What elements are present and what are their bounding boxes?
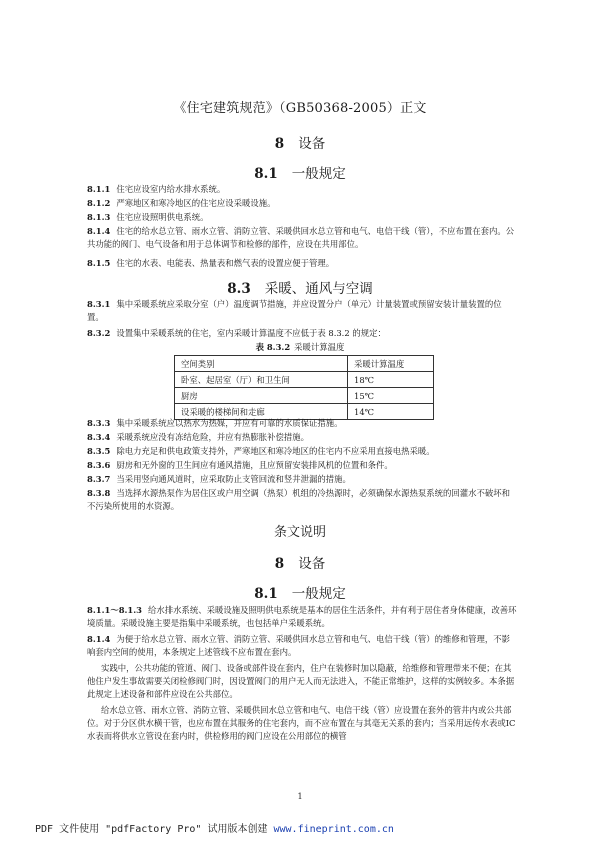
clause-number: 8.1.2 <box>87 198 111 208</box>
clause-number: 8.3.7 <box>87 474 111 484</box>
chapter-title: 设备 <box>298 556 326 572</box>
explanation-section-heading-8-1 <box>0 582 600 602</box>
clause-number: 8.3.4 <box>87 432 111 442</box>
clause-8-3-8 <box>87 487 517 513</box>
table-caption-text: 采暖计算温度 <box>294 342 345 352</box>
heating-temperature-table <box>174 355 434 420</box>
chapter-heading <box>0 132 600 152</box>
section-number: 8.3 <box>227 281 251 297</box>
clause-number: 8.1.5 <box>87 258 111 268</box>
explanation-para-pipes: 给水总立管、雨水立管、消防立管、采暖供回水总立管和电气、电信干线（管）应设置在套外的管井内或公共部位。对于分区供水横干管，也应布置在其服务的住宅套内，而不应布置在与其毫无关系的套内；当采用远传水表或IC水表而将供水立管设在套内时，供检修用的阀门应设在公用部位的横管 <box>87 705 516 741</box>
clause-8-1-5 <box>87 257 517 270</box>
clause-text: 集中采暖系统应以热水为热媒，并应有可靠的水质保证措施。 <box>116 418 343 428</box>
clause-number: 8.1.3 <box>87 212 111 222</box>
explanation-para-8-1-4 <box>87 633 517 659</box>
section-heading-8-1 <box>0 162 600 182</box>
explanation-para-practice: 实践中，公共功能的管道、阀门、设备或部件设在套内，住户在装修时加以隐蔽，给维修和管理带来不便；在其他住户发生事故需要关闭检修阀门时，因设置阀门的用户无人而无法进入，不能正常维护，这样的实例较多。本条据此规定上述设备和部件应设在公共部位。 <box>87 663 515 699</box>
clause-8-3-6 <box>87 459 517 472</box>
clause-8-3-5 <box>87 445 517 458</box>
clause-number: 8.3.5 <box>87 446 111 456</box>
clause-8-3-2 <box>87 327 517 340</box>
table-cell: 厨房 <box>175 388 348 404</box>
clause-text: 住宅的给水总立管、雨水立管、消防立管、采暖供回水总立管和电气、电信干线（管），不应布置在套内。公共功能的阀门、电气设备和用于总体调节和检修的部件，应设在共用部位。 <box>87 226 515 249</box>
section-title: 一般规定 <box>291 166 346 182</box>
explanation-para-8-1-1-3 <box>87 604 517 630</box>
clause-text: 严寒地区和寒冷地区的住宅应设采暖设施。 <box>116 198 276 208</box>
clause-8-3-7 <box>87 473 517 486</box>
explanation-chapter-heading <box>0 552 600 572</box>
table-caption-number: 表 8.3.2 <box>255 342 291 352</box>
clause-number: 8.1.1～8.1.3 <box>87 605 143 615</box>
paragraph-text: 给水排水系统、采暖设施及照明供电系统是基本的居住生活条件，并有利于居住者身体健康，改善环境质量。采暖设施主要是指集中采暖系统，也包括单户采暖系统。 <box>87 605 517 628</box>
clause-text: 当选择水源热泵作为居住区或户用空调（热泵）机组的冷热源时，必须确保水源热泵系统的回灌水不破坏和不污染所使用的水资源。 <box>87 488 510 511</box>
clause-text: 住宅应设室内给水排水系统。 <box>116 184 226 194</box>
clause-number: 8.1.1 <box>87 184 111 194</box>
page-number: 1 <box>297 792 303 801</box>
paragraph-text: 为便于给水总立管、雨水立管、消防立管、采暖供回水总立管和电气、电信干线（管）的维修和管理，不影响套内空间的使用，本条规定上述管线不应布置在套内。 <box>87 634 510 657</box>
chapter-number: 8 <box>274 136 285 152</box>
table-cell: 18℃ <box>348 372 434 388</box>
document-title: 《住宅建筑规范》（GB50368-2005）正文 <box>173 101 427 116</box>
chapter-title: 设备 <box>298 136 326 152</box>
section-number: 8.1 <box>254 166 278 182</box>
section-title: 采暖、通风与空调 <box>264 281 373 297</box>
table-row <box>175 388 434 404</box>
clause-text: 设置集中采暖系统的住宅，室内采暖计算温度不应低于表 8.3.2 的规定： <box>116 328 386 338</box>
clause-text: 住宅的水表、电能表、热量表和燃气表的设置应便于管理。 <box>116 258 335 268</box>
clause-number: 8.3.1 <box>87 299 111 309</box>
table-cell: 卧室、起居室（厅）和卫生间 <box>175 372 348 388</box>
clause-text: 当采用竖向通风道时，应采取防止支管回流和竖井泄漏的措施。 <box>116 474 351 484</box>
pdf-footer <box>35 820 394 835</box>
clause-text: 住宅应设照明供电系统。 <box>116 212 209 222</box>
table-header-cell: 空间类别 <box>175 356 348 372</box>
table-cell: 设采暖的楼梯间和走廊 <box>175 404 348 420</box>
clause-number: 8.1.4 <box>87 226 111 236</box>
clause-8-1-1 <box>87 183 517 196</box>
clause-8-3-3 <box>87 417 517 430</box>
clause-text: 厨房和无外窗的卫生间应有通风措施，且应预留安装排风机的位置和条件。 <box>116 460 393 470</box>
clause-number: 8.1.4 <box>87 634 111 644</box>
table-row <box>175 372 434 388</box>
section-title: 一般规定 <box>291 586 346 602</box>
clause-number: 8.3.6 <box>87 460 111 470</box>
clause-8-1-2 <box>87 197 517 210</box>
clause-number: 8.3.2 <box>87 328 111 338</box>
footer-link[interactable]: www.fineprint.com.cn <box>273 824 394 835</box>
clause-8-3-1 <box>87 298 517 324</box>
chapter-number: 8 <box>274 556 285 572</box>
clause-number: 8.3.3 <box>87 418 111 428</box>
clause-text: 除电力充足和供电政策支持外，严寒地区和寒冷地区的住宅内不应采用直接电热采暖。 <box>116 446 435 456</box>
clause-text: 集中采暖系统应采取分室（户）温度调节措施，并应设置分户（单元）计量装置或预留安装计量装置的位置。 <box>87 299 502 322</box>
section-heading-8-3 <box>0 277 600 297</box>
table-cell: 14℃ <box>348 404 434 420</box>
table-header-cell: 采暖计算温度 <box>348 356 434 372</box>
clause-8-3-4 <box>87 431 517 444</box>
clause-8-1-4 <box>87 225 517 251</box>
table-header-row <box>175 356 434 372</box>
explanation-title: 条文说明 <box>273 525 326 540</box>
clause-number: 8.3.8 <box>87 488 111 498</box>
table-caption <box>0 341 600 353</box>
footer-text: PDF 文件使用 "pdfFactory Pro" 试用版本创建 <box>35 824 274 835</box>
clause-text: 采暖系统应没有冻结危险，并应有热膨胀补偿措施。 <box>116 432 309 442</box>
table-cell: 15℃ <box>348 388 434 404</box>
clause-8-1-3 <box>87 211 517 224</box>
section-number: 8.1 <box>254 586 278 602</box>
